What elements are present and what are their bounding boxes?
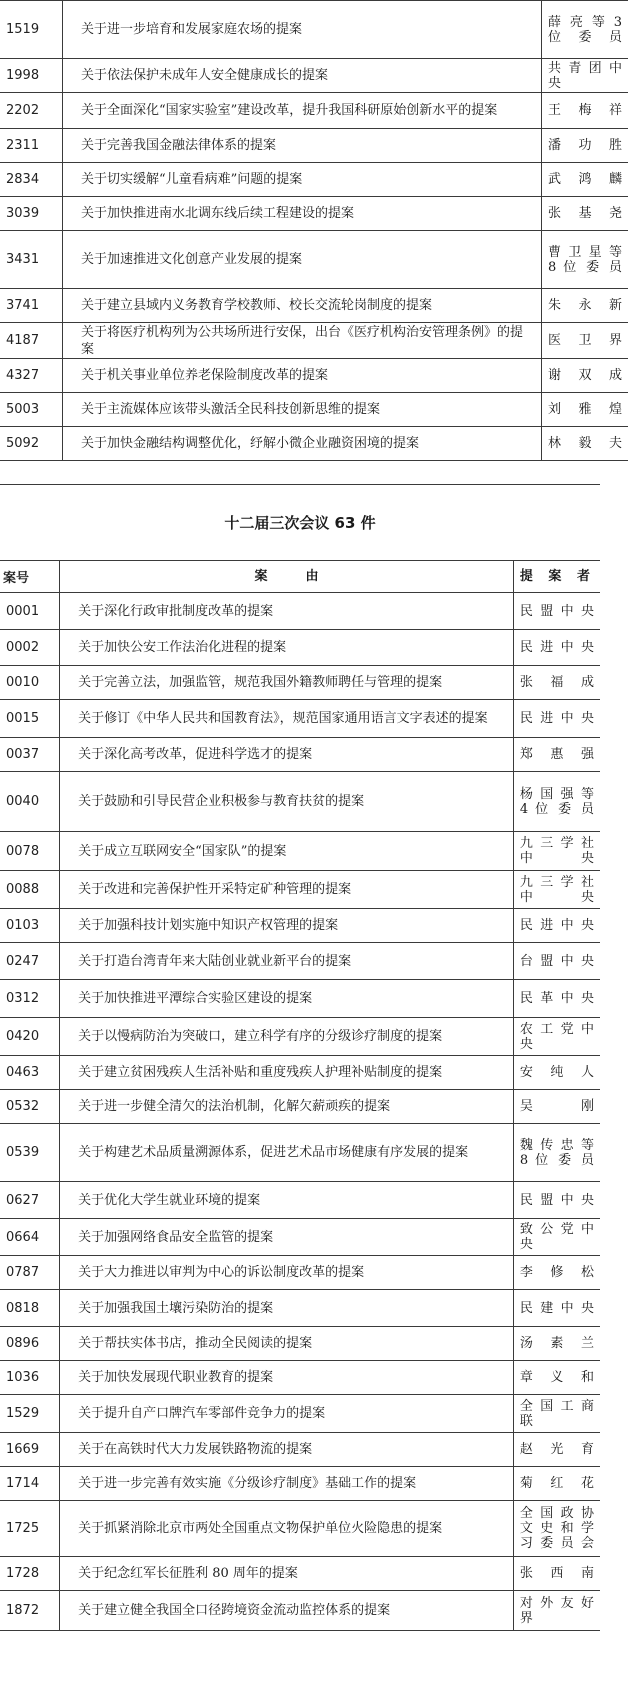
proposal-subject: 关于提升自产口牌汽车零部件竞争力的提案 — [60, 1395, 514, 1433]
header-subject: 案由 — [60, 561, 514, 593]
table-row — [0, 93, 628, 129]
proposal-subject: 关于进一步培育和发展家庭农场的提案 — [63, 1, 542, 59]
proposal-subject: 关于将医疗机构列为公共场所进行安保，出台《医疗机构治安管理条例》的提案 — [63, 323, 542, 359]
proposal-subject: 关于纪念红军长征胜利 80 周年的提案 — [60, 1557, 514, 1591]
proposer: 九 三 学 社 中 央 — [513, 832, 600, 871]
case-number: 4187 — [0, 323, 63, 359]
proposal-subject: 关于帮扶实体书店，推动全民阅读的提案 — [60, 1327, 514, 1361]
case-number: 0627 — [0, 1182, 60, 1219]
table-row — [0, 943, 600, 980]
case-number: 1998 — [0, 59, 63, 93]
proposal-subject: 关于成立互联网安全“国家队”的提案 — [60, 832, 514, 871]
case-number: 1036 — [0, 1361, 60, 1395]
table-row — [0, 593, 600, 630]
case-number: 4327 — [0, 359, 63, 393]
case-number: 0532 — [0, 1090, 60, 1124]
case-number: 1725 — [0, 1501, 60, 1557]
proposal-subject: 关于深化行政审批制度改革的提案 — [60, 593, 514, 630]
table-row — [0, 666, 600, 700]
case-number: 0015 — [0, 700, 60, 738]
proposer: 赵 光 育 — [513, 1433, 600, 1467]
case-number: 5092 — [0, 427, 63, 461]
proposal-subject: 关于深化高考改革，促进科学选才的提案 — [60, 738, 514, 772]
proposer: 杨 国 强 等 4 位 委 员 — [513, 772, 600, 832]
table-row — [0, 630, 600, 666]
proposal-subject: 关于加快金融结构调整优化，纾解小微企业融资困境的提案 — [63, 427, 542, 461]
proposal-subject: 关于鼓励和引导民营企业积极参与教育扶贫的提案 — [60, 772, 514, 832]
proposer: 民 盟 中 央 — [513, 593, 600, 630]
case-number: 0002 — [0, 630, 60, 666]
case-number: 0539 — [0, 1124, 60, 1182]
table-header-row — [0, 561, 600, 593]
table-row — [0, 59, 628, 93]
table-row — [0, 1395, 600, 1433]
case-number: 0787 — [0, 1256, 60, 1290]
table-row — [0, 1256, 600, 1290]
case-number: 2202 — [0, 93, 63, 129]
table-row — [0, 129, 628, 163]
proposer: 潘 功 胜 — [542, 129, 628, 163]
table-row — [0, 1290, 600, 1327]
table-row — [0, 1182, 600, 1219]
proposer: 民 进 中 央 — [513, 909, 600, 943]
table-row — [0, 289, 628, 323]
proposal-subject: 关于建立县域内义务教育学校教师、校长交流轮岗制度的提案 — [63, 289, 542, 323]
proposal-subject: 关于打造台湾青年来大陆创业就业新平台的提案 — [60, 943, 514, 980]
proposal-subject: 关于建立贫困残疾人生活补贴和重度残疾人护理补贴制度的提案 — [60, 1056, 514, 1090]
proposal-subject: 关于构建艺术品质量溯源体系，促进艺术品市场健康有序发展的提案 — [60, 1124, 514, 1182]
proposal-subject: 关于加强我国土壤污染防治的提案 — [60, 1290, 514, 1327]
case-number: 1872 — [0, 1591, 60, 1631]
case-number: 1669 — [0, 1433, 60, 1467]
table-row — [0, 1, 628, 59]
section-divider — [0, 484, 600, 485]
proposal-subject: 关于加快公安工作法治化进程的提案 — [60, 630, 514, 666]
proposer: 菊 红 花 — [513, 1467, 600, 1501]
proposal-subject: 关于大力推进以审判为中心的诉讼制度改革的提案 — [60, 1256, 514, 1290]
case-number: 0010 — [0, 666, 60, 700]
case-number: 0001 — [0, 593, 60, 630]
proposal-subject: 关于依法保护未成年人安全健康成长的提案 — [63, 59, 542, 93]
proposal-subject: 关于建立健全我国全口径跨境资金流动监控体系的提案 — [60, 1591, 514, 1631]
proposer: 李 修 松 — [513, 1256, 600, 1290]
table-row — [0, 1124, 600, 1182]
case-number: 1714 — [0, 1467, 60, 1501]
proposal-subject: 关于完善立法，加强监管，规范我国外籍教师聘任与管理的提案 — [60, 666, 514, 700]
case-number: 0420 — [0, 1018, 60, 1056]
proposal-subject: 关于全面深化“国家实验室”建设改革，提升我国科研原始创新水平的提案 — [63, 93, 542, 129]
proposer: 郑 惠 强 — [513, 738, 600, 772]
header-proposer: 提案者 — [513, 561, 600, 593]
case-number: 0040 — [0, 772, 60, 832]
proposal-subject: 关于加快推进平潭综合实验区建设的提案 — [60, 980, 514, 1018]
proposal-subject: 关于加强网络食品安全监管的提案 — [60, 1219, 514, 1256]
proposals-table-session-12-3 — [0, 560, 600, 1631]
proposer: 魏 传 忠 等 8 位 委 员 — [513, 1124, 600, 1182]
proposal-subject: 关于机关事业单位养老保险制度改革的提案 — [63, 359, 542, 393]
table-row — [0, 738, 600, 772]
proposal-subject: 关于修订《中华人民共和国教育法》，规范国家通用语言文字表述的提案 — [60, 700, 514, 738]
proposal-subject: 关于抓紧消除北京市两处全国重点文物保护单位火险隐患的提案 — [60, 1501, 514, 1557]
table-row — [0, 772, 600, 832]
proposer: 林 毅 夫 — [542, 427, 628, 461]
proposer: 农 工 党 中 央 — [513, 1018, 600, 1056]
table-row — [0, 323, 628, 359]
case-number: 1519 — [0, 1, 63, 59]
table-row — [0, 1361, 600, 1395]
proposal-subject: 关于加快推进南水北调东线后续工程建设的提案 — [63, 197, 542, 231]
case-number: 0088 — [0, 871, 60, 909]
case-number: 5003 — [0, 393, 63, 427]
table-row — [0, 700, 600, 738]
case-number: 0037 — [0, 738, 60, 772]
table-row — [0, 1056, 600, 1090]
proposal-subject: 关于加强科技计划实施中知识产权管理的提案 — [60, 909, 514, 943]
proposer: 台 盟 中 央 — [513, 943, 600, 980]
table-row — [0, 1018, 600, 1056]
case-number: 3431 — [0, 231, 63, 289]
proposals-table-continued — [0, 0, 628, 461]
proposer: 民 进 中 央 — [513, 630, 600, 666]
proposal-subject: 关于改进和完善保护性开采特定矿种管理的提案 — [60, 871, 514, 909]
case-number: 3039 — [0, 197, 63, 231]
table-row — [0, 1219, 600, 1256]
table-row — [0, 359, 628, 393]
case-number: 0247 — [0, 943, 60, 980]
proposer: 刘 雅 煌 — [542, 393, 628, 427]
proposer: 汤 素 兰 — [513, 1327, 600, 1361]
proposer: 安 纯 人 — [513, 1056, 600, 1090]
proposal-subject: 关于进一步完善有效实施《分级诊疗制度》基础工作的提案 — [60, 1467, 514, 1501]
case-number: 2834 — [0, 163, 63, 197]
table-row — [0, 1090, 600, 1124]
table-row — [0, 1433, 600, 1467]
proposal-subject: 关于以慢病防治为突破口，建立科学有序的分级诊疗制度的提案 — [60, 1018, 514, 1056]
case-number: 0078 — [0, 832, 60, 871]
case-number: 0463 — [0, 1056, 60, 1090]
proposer: 张 基 尧 — [542, 197, 628, 231]
proposer: 对 外 友 好 界 — [513, 1591, 600, 1631]
case-number: 3741 — [0, 289, 63, 323]
table-row — [0, 909, 600, 943]
proposer: 谢 双 成 — [542, 359, 628, 393]
case-number: 0896 — [0, 1327, 60, 1361]
proposer: 全 国 政 协 文 史 和 学 习 委 员 会 — [513, 1501, 600, 1557]
proposer: 薛 亮 等 3 位 委 员 — [542, 1, 628, 59]
proposer: 张 西 南 — [513, 1557, 600, 1591]
table-row — [0, 1327, 600, 1361]
proposal-subject: 关于完善我国金融法律体系的提案 — [63, 129, 542, 163]
proposer: 全 国 工 商 联 — [513, 1395, 600, 1433]
table-row — [0, 393, 628, 427]
proposer: 武 鸿 麟 — [542, 163, 628, 197]
proposer: 民 盟 中 央 — [513, 1182, 600, 1219]
table-row — [0, 1501, 600, 1557]
proposer: 民 革 中 央 — [513, 980, 600, 1018]
proposal-subject: 关于加快发展现代职业教育的提案 — [60, 1361, 514, 1395]
table-row — [0, 1591, 600, 1631]
header-case-no: 案号 — [0, 561, 60, 593]
proposer: 民 进 中 央 — [513, 700, 600, 738]
proposer: 朱 永 新 — [542, 289, 628, 323]
proposer: 章 义 和 — [513, 1361, 600, 1395]
proposal-subject: 关于加速推进文化创意产业发展的提案 — [63, 231, 542, 289]
proposer: 吴 刚 — [513, 1090, 600, 1124]
case-number: 0664 — [0, 1219, 60, 1256]
proposal-subject: 关于进一步健全清欠的法治机制，化解欠薪顽疾的提案 — [60, 1090, 514, 1124]
proposer: 九 三 学 社 中 央 — [513, 871, 600, 909]
case-number: 1529 — [0, 1395, 60, 1433]
proposer: 共 青 团 中 央 — [542, 59, 628, 93]
table-row — [0, 832, 600, 871]
proposer: 曹 卫 星 等 8 位 委 员 — [542, 231, 628, 289]
case-number: 0312 — [0, 980, 60, 1018]
case-number: 0103 — [0, 909, 60, 943]
table-row — [0, 197, 628, 231]
proposal-subject: 关于切实缓解“儿童看病难”问题的提案 — [63, 163, 542, 197]
proposer: 张 福 成 — [513, 666, 600, 700]
session-title: 十二届三次会议 63 件 — [224, 514, 376, 532]
proposal-subject: 关于在高铁时代大力发展铁路物流的提案 — [60, 1433, 514, 1467]
proposer: 致 公 党 中 央 — [513, 1219, 600, 1256]
proposer: 王 梅 祥 — [542, 93, 628, 129]
table-row — [0, 163, 628, 197]
table-row — [0, 427, 628, 461]
case-number: 1728 — [0, 1557, 60, 1591]
table-row — [0, 231, 628, 289]
proposal-subject: 关于优化大学生就业环境的提案 — [60, 1182, 514, 1219]
proposer: 民 建 中 央 — [513, 1290, 600, 1327]
case-number: 0818 — [0, 1290, 60, 1327]
table-row — [0, 871, 600, 909]
proposer: 医 卫 界 — [542, 323, 628, 359]
table-row — [0, 1467, 600, 1501]
proposal-subject: 关于主流媒体应该带头激活全民科技创新思维的提案 — [63, 393, 542, 427]
case-number: 2311 — [0, 129, 63, 163]
table-row — [0, 980, 600, 1018]
table-row — [0, 1557, 600, 1591]
